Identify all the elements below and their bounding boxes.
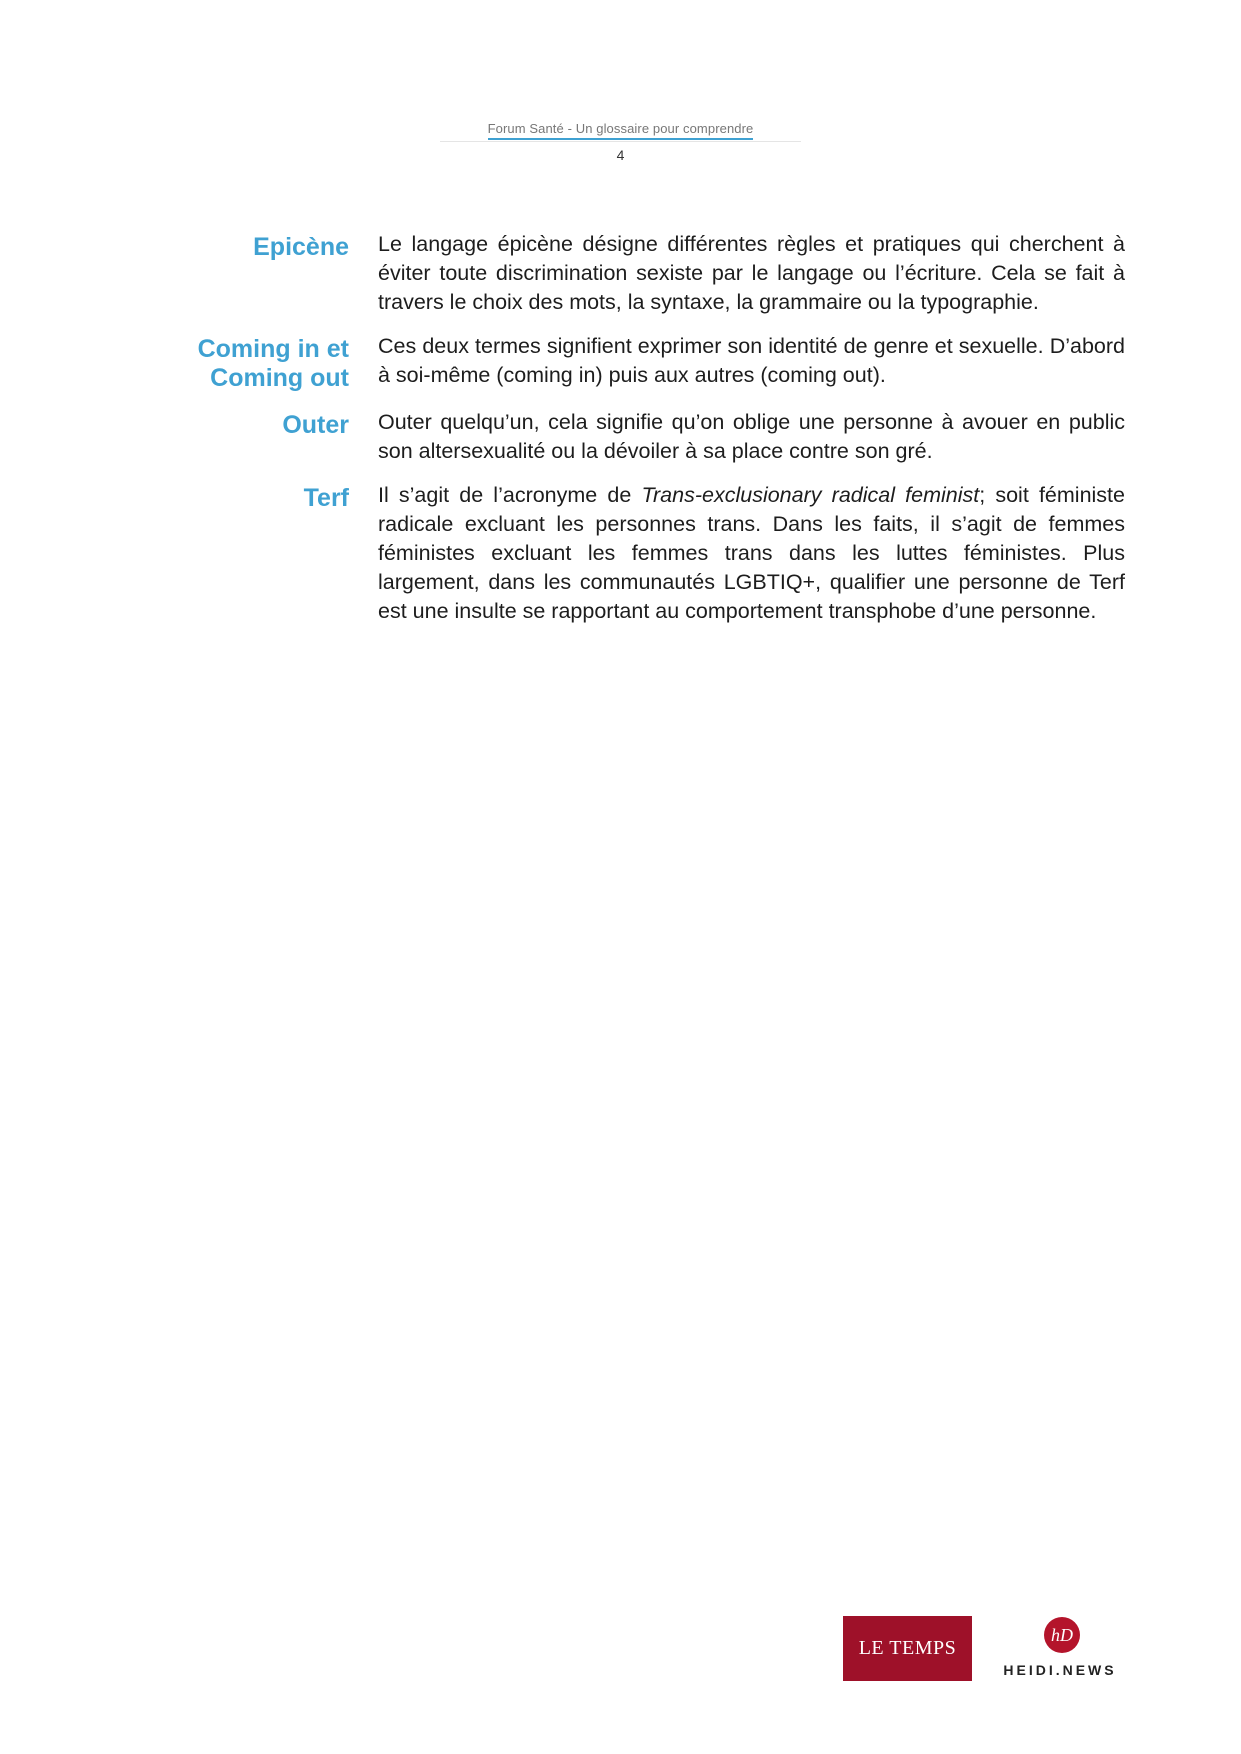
glossary-entry-epicene xyxy=(190,230,1125,317)
term-line: Terf xyxy=(303,484,349,512)
definition-text: ; soit féministe radicale excluant les personnes trans. Dans les faits, il s’agit de femmes féministes excluant les femmes trans dans les luttes féministes. Plus largement, dans les communautés LGBTIQ+, qualifier une personne de Terf est une insulte se rapportant au comportement transphobe d’une personne. xyxy=(378,483,1125,623)
glossary-definition: Ces deux termes signifient exprimer son identité de genre et sexuelle. D’abord à soi-même (coming in) puis aux autres (coming out). xyxy=(378,334,1125,387)
glossary-definition xyxy=(378,481,1125,626)
running-header xyxy=(0,120,1241,140)
glossary-definition: Outer quelqu’un, cela signifie qu’on oblige une personne à avouer en public son altersexualité ou la dévoiler à sa place contre son gré. xyxy=(378,410,1125,463)
glossary-term xyxy=(190,408,349,466)
term-line: Epicène xyxy=(253,233,349,261)
heidi-news-logo xyxy=(995,1617,1125,1681)
le-temps-logo xyxy=(843,1616,972,1681)
definition-italic-text: Trans-exclusionary radical feminist xyxy=(641,483,980,507)
heidi-wordmark: HEIDI.NEWS xyxy=(1003,1662,1117,1678)
header-divider xyxy=(440,141,801,142)
term-line: Coming out xyxy=(210,364,349,392)
heidi-mark-text: hD xyxy=(1051,1624,1073,1645)
le-temps-logo-text: LE TEMPS xyxy=(858,1637,957,1659)
glossary-term xyxy=(190,332,349,393)
glossary xyxy=(190,230,1125,641)
page-number: 4 xyxy=(616,147,625,163)
glossary-term xyxy=(190,230,349,317)
definition-text: Il s’agit de l’acronyme de xyxy=(378,483,642,507)
glossary-term xyxy=(190,481,349,626)
glossary-definition: Le langage épicène désigne différentes règles et pratiques qui cherchent à éviter toute discrimination sexiste par le langage ou l’écriture. Cela se fait à travers le choix des mots, la syntaxe, la grammaire ou la typographie. xyxy=(378,232,1125,314)
term-line: Outer xyxy=(282,411,349,439)
glossary-entry-outer xyxy=(190,408,1125,466)
heidi-mark-icon xyxy=(1044,1617,1080,1653)
glossary-entry-coming-in-out xyxy=(190,332,1125,393)
term-line: Coming in et xyxy=(197,335,349,363)
glossary-entry-terf xyxy=(190,481,1125,626)
header-title: Forum Santé - Un glossaire pour comprendre xyxy=(488,121,754,140)
